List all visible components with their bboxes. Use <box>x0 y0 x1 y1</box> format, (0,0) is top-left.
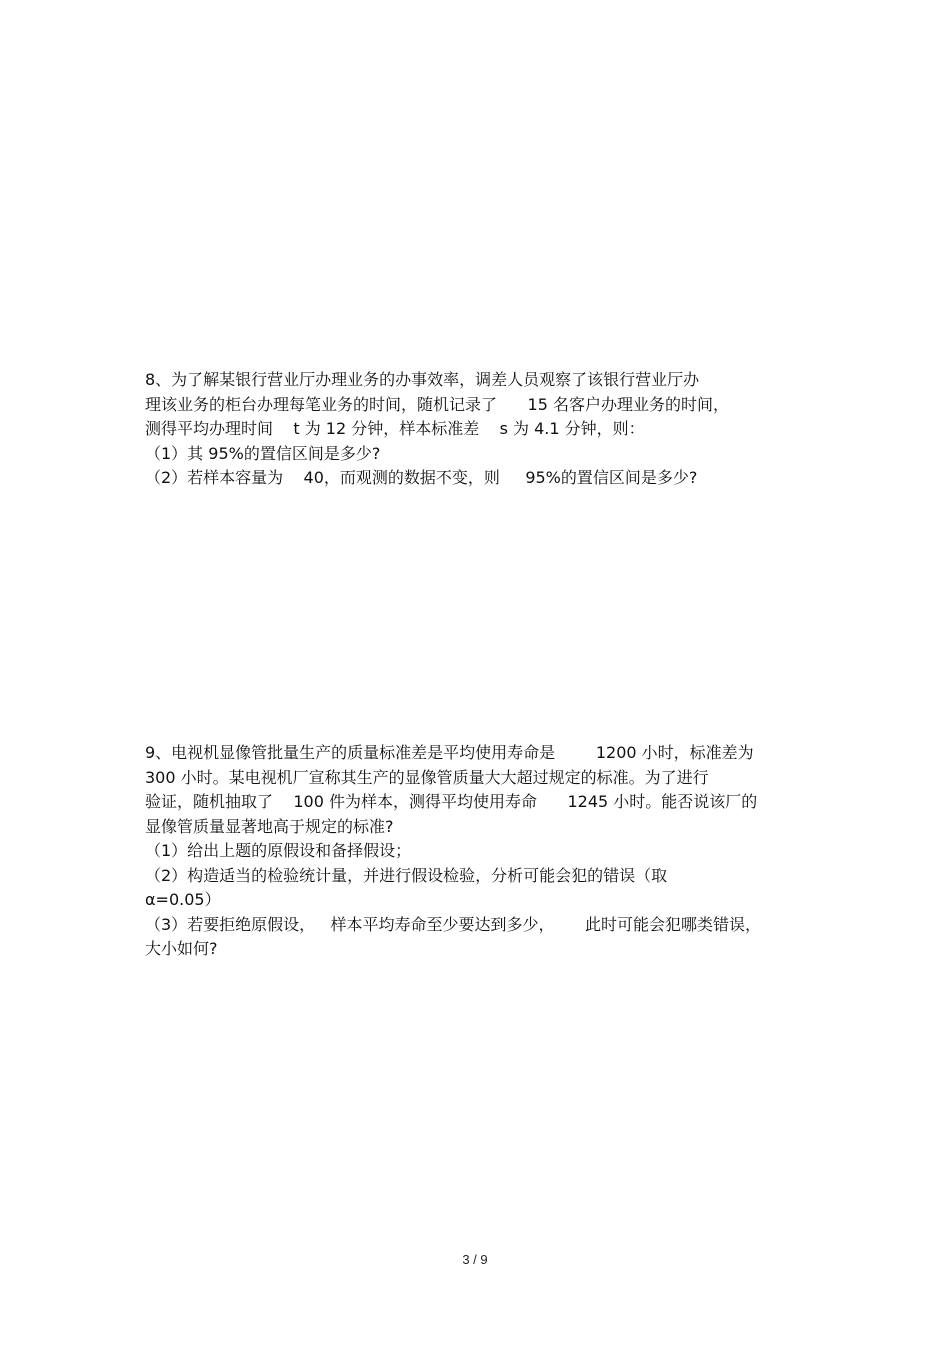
question-9-line: 300 小时。某电视机厂宣称其生产的显像管质量大大超过规定的标准。为了进行 <box>145 767 709 787</box>
question-9-subquestion-3-cont: 大小如何? <box>145 939 218 958</box>
question-9-line: 验证，随机抽取了 100 件为样本，测得平均使用寿命 1245 小时。能否说该厂的 <box>145 792 758 811</box>
question-9-line: 9、电视机显像管批量生产的质量标准差是平均使用寿命是 1200 小时，标准差为 <box>145 743 754 762</box>
question-9-subquestion-2-cont: α=0.05） <box>145 890 221 909</box>
question-9-subquestion-2: （2）构造适当的检验统计量，并进行假设检验，分析可能会犯的错误（取 <box>145 865 668 885</box>
question-8 <box>145 368 825 491</box>
question-9-subquestion-1: （1）给出上题的原假设和备择假设； <box>145 841 412 860</box>
question-9-line: 显像管质量显著地高于规定的标准? <box>145 816 394 836</box>
question-8-subquestion-2: （2）若样本容量为 40，而观测的数据不变，则 95%的置信区间是多少? <box>145 468 698 487</box>
question-8-subquestion-1: （1）其 95%的置信区间是多少? <box>145 443 381 463</box>
question-8-line: 理该业务的柜台办理每笔业务的时间，随机记录了 15 名客户办理业务的时间， <box>145 394 729 414</box>
question-8-line: 测得平均办理时间 t 为 12 分钟，样本标准差 s 为 4.1 分钟，则： <box>145 419 645 438</box>
page-number: 3 / 9 <box>462 1252 488 1267</box>
question-9-subquestion-3: （3）若要拒绝原假设， 样本平均寿命至少要达到多少， 此时可能会犯哪类错误， <box>145 914 761 934</box>
question-8-line: 8、为了解某银行营业厅办理业务的办事效率，调差人员观察了该银行营业厅办 <box>145 370 700 389</box>
question-9 <box>145 741 825 962</box>
